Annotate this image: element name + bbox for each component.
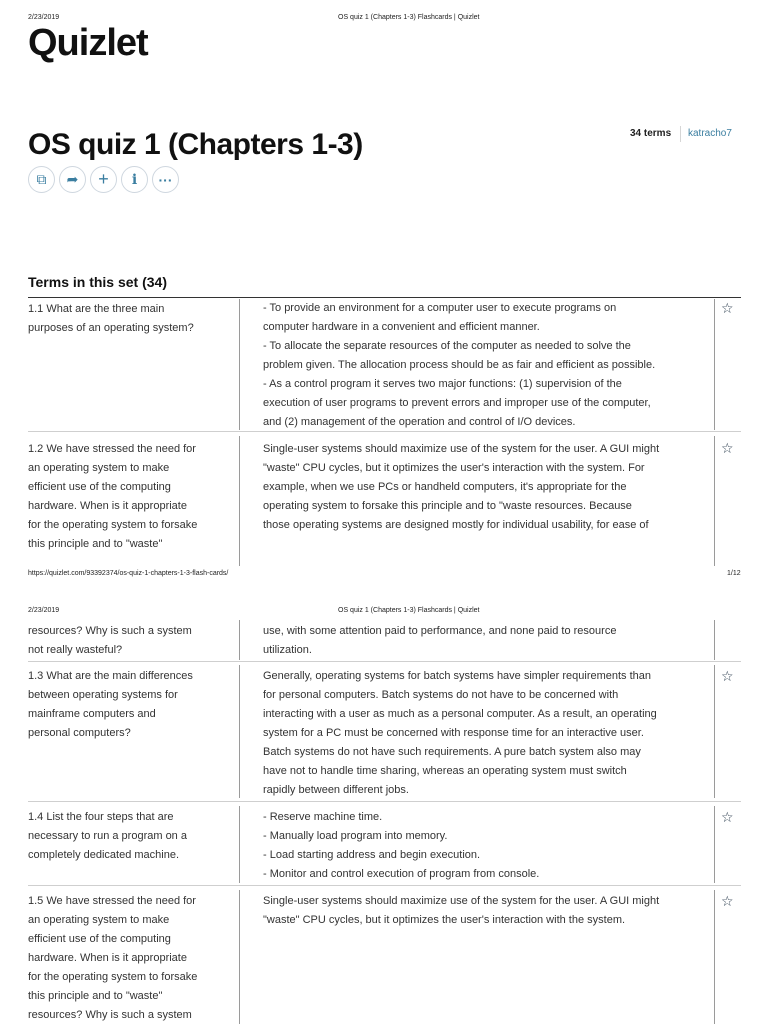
- column-divider: [239, 665, 240, 798]
- row-divider: [28, 885, 741, 886]
- star-icon[interactable]: ☆: [721, 809, 734, 825]
- print-page-number: 1/12: [727, 570, 741, 577]
- star-icon[interactable]: ☆: [721, 300, 734, 316]
- print-title: OS quiz 1 (Chapters 1-3) Flashcards | Quizlet: [338, 607, 480, 614]
- share-icon[interactable]: ➦: [59, 166, 86, 193]
- card-3-definition: Generally, operating systems for batch systems have simpler requirements than for personal computers. Batch systems do not have to be concerned with interacting with a user as much as a personal computer. As a result, an operating system for a PC must be concerned with response time for an interactive user. Batch systems do not have such requirements. A pure batch system also may have not to handle time sharing, whereas an operating system must switch rapidly between different jobs.: [263, 670, 657, 796]
- column-divider: [239, 299, 240, 430]
- print-date: 2/23/2019: [28, 607, 60, 614]
- star-icon[interactable]: ☆: [721, 440, 734, 456]
- star-icon[interactable]: ☆: [721, 893, 734, 909]
- print-date: 2/23/2019: [28, 14, 60, 21]
- card-5-term: 1.5 We have stressed the need for an operating system to make efficient use of the computing hardware. When is it appropriate for the operating system to forsake this principle and to "waste" resources? Why is such a system: [28, 895, 198, 1021]
- card-1-definition: - To provide an environment for a computer user to execute programs on computer hardware in a convenient and efficient manner. - To allocate the separate resources of the computer as needed to solve the problem given. The allocation process should be as fair and efficient as possible. - As a control program it serves two major functions: (1) supervision of the execution of user programs to prevent errors and improper use of the computer, and (2) management of the operation and control of I/O devices.: [263, 302, 656, 428]
- column-divider: [714, 436, 715, 566]
- card-4-definition: - Reserve machine time. - Manually load program into memory. - Load starting address and begin execution. - Monitor and control execution of program from console.: [263, 811, 540, 880]
- column-divider: [714, 806, 715, 883]
- add-icon[interactable]: +: [90, 166, 117, 193]
- card-2-term-continued: resources? Why is such a system not really wasteful?: [28, 625, 192, 656]
- column-divider: [239, 890, 240, 1024]
- card-2-definition-continued: use, with some attention paid to performance, and none paid to resource utilization.: [263, 625, 617, 656]
- copy-icon[interactable]: ⧉: [28, 166, 55, 193]
- column-divider: [239, 806, 240, 883]
- column-divider: [239, 436, 240, 566]
- card-3-term: 1.3 What are the main differences between operating systems for mainframe computers and personal computers?: [28, 670, 193, 739]
- row-divider: [28, 661, 741, 662]
- set-title: OS quiz 1 (Chapters 1-3): [28, 128, 363, 161]
- author-link[interactable]: katracho7: [688, 128, 732, 139]
- card-2-term: 1.2 We have stressed the need for an operating system to make efficient use of the computing hardware. When is it appropriate for the operating system to forsake this principle and to "waste": [28, 443, 198, 550]
- meta-divider: [680, 126, 681, 142]
- quizlet-logo[interactable]: Quizlet: [28, 22, 148, 64]
- row-divider: [28, 431, 741, 432]
- print-title: OS quiz 1 (Chapters 1-3) Flashcards | Quizlet: [338, 14, 480, 21]
- terms-heading: Terms in this set (34): [28, 274, 168, 290]
- row-divider: [28, 801, 741, 802]
- column-divider: [714, 299, 715, 430]
- terms-count: 34 terms: [630, 128, 672, 139]
- column-divider: [714, 890, 715, 1024]
- column-divider: [714, 665, 715, 798]
- more-icon[interactable]: ···: [152, 166, 179, 193]
- table-top-divider: [28, 297, 741, 298]
- column-divider: [239, 620, 240, 660]
- card-2-definition: Single-user systems should maximize use of the system for the user. A GUI might "waste" CPU cycles, but it optimizes the user's interaction with the system. For example, when we use PCs or handheld computers, it's appropriate for the operating system to forsake this principle and to "waste resources. Because those operating systems are designed mostly for individual usability, for ease of: [263, 443, 660, 531]
- set-actions: [28, 166, 179, 193]
- card-4-term: 1.4 List the four steps that are necessary to run a program on a completely dedicated machine.: [28, 811, 187, 861]
- card-5-definition: Single-user systems should maximize use of the system for the user. A GUI might "waste" CPU cycles, but it optimizes the user's interaction with the system.: [263, 895, 660, 926]
- card-1-term: 1.1 What are the three main purposes of an operating system?: [28, 303, 194, 334]
- column-divider: [714, 620, 715, 660]
- info-icon[interactable]: i: [121, 166, 148, 193]
- star-icon[interactable]: ☆: [721, 668, 734, 684]
- print-url: https://quizlet.com/93392374/os-quiz-1-chapters-1-3-flash-cards/: [28, 570, 229, 577]
